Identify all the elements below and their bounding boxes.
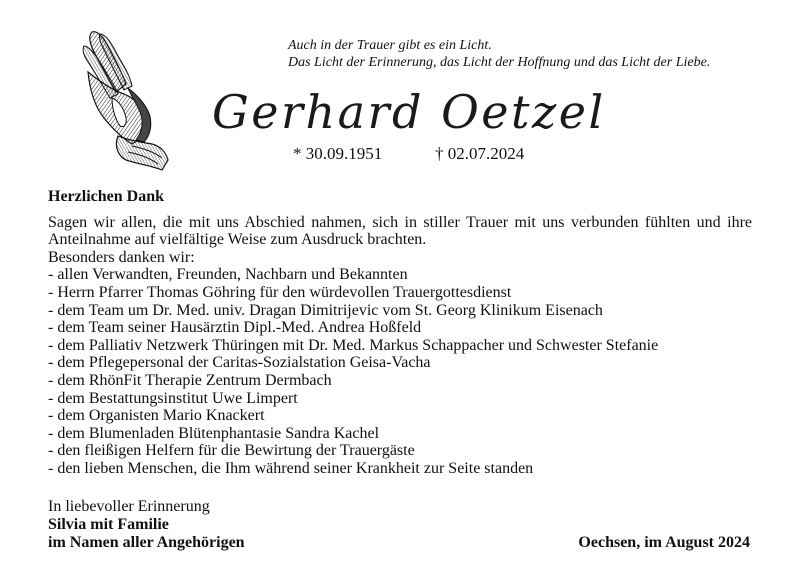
list-item: - dem Organisten Mario Knackert: [48, 407, 265, 425]
thanks-list: [48, 266, 752, 477]
list-item: - dem RhönFit Therapie Zentrum Dermbach: [48, 371, 332, 389]
thanks-intro: Sagen wir allen, die mit uns Abschied nahmen, sich in stiller Trauer mit uns verbunden fühlten und ihre Anteilnahme auf vielfältige Weise zum Ausdruck brachten.: [48, 213, 752, 249]
list-item: - dem Bestattungsinstitut Uwe Limpert: [48, 389, 298, 407]
place-date: Oechsen, im August 2024: [578, 534, 750, 551]
list-item: - dem Team seiner Hausärztin Dipl.-Med. Andrea Hoßfeld: [48, 319, 422, 337]
list-item: - dem Team um Dr. Med. univ. Dragan Dimitrijevic vom St. Georg Klinikum Eisenach: [48, 301, 603, 319]
thanks-section: [48, 188, 752, 478]
closing-family: Silvia mit Familie: [48, 516, 169, 533]
special-thanks-intro: Besonders danken wir:: [48, 248, 195, 266]
closing-remembrance: In liebevoller Erinnerung: [48, 498, 210, 515]
list-item: - dem Palliativ Netzwerk Thüringen mit Dr. Med. Markus Schappacher und Schwester Stefanie: [48, 336, 659, 354]
praying-hands-icon: [72, 28, 172, 173]
list-item: - dem Blumenladen Blütenphantasie Sandra Kachel: [48, 424, 380, 442]
quote-line-2: Das Licht der Erinnerung, das Licht der Hoffnung und das Licht der Liebe.: [288, 55, 711, 70]
quote-line-1: Auch in der Trauer gibt es ein Licht.: [288, 38, 492, 53]
list-item: - den lieben Menschen, die Ihm während seiner Krankheit zur Seite standen: [48, 459, 534, 477]
thanks-heading: Herzlichen Dank: [48, 188, 164, 205]
quote: [288, 37, 710, 71]
closing-block: [48, 498, 245, 552]
closing-relatives: im Namen aller Angehörigen: [48, 534, 245, 551]
list-item: - allen Verwandten, Freunden, Nachbarn und Bekannten: [48, 266, 408, 284]
deceased-name: Gerhard Oetzel: [212, 85, 606, 139]
death-date: † 02.07.2024: [435, 144, 525, 163]
list-item: - Herrn Pfarrer Thomas Göhring für den würdevollen Trauergottesdienst: [48, 283, 512, 301]
birth-date: * 30.09.1951: [293, 144, 383, 163]
list-item: - dem Pflegepersonal der Caritas-Sozialstation Geisa-Vacha: [48, 354, 431, 372]
list-item: - den fleißigen Helfern für die Bewirtung der Trauergäste: [48, 442, 415, 460]
